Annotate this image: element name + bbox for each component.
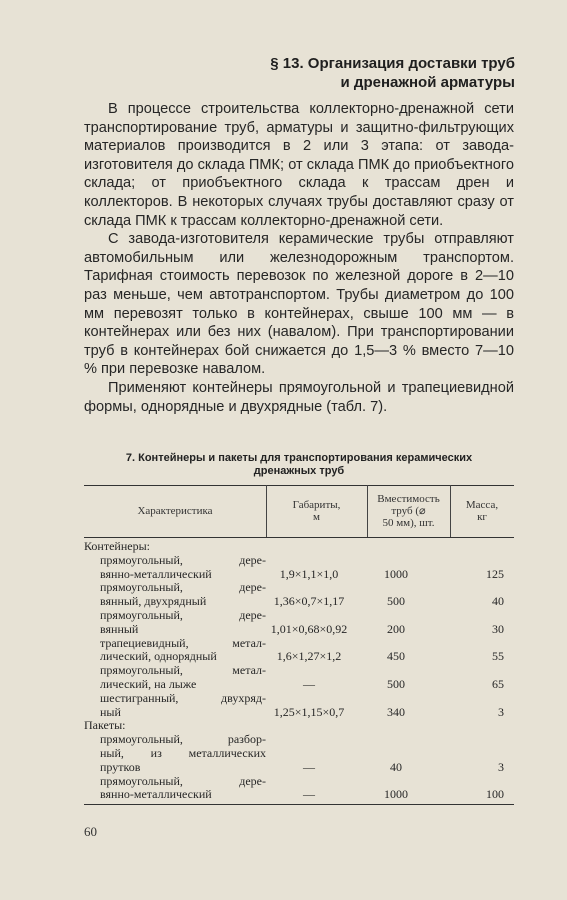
cell-characteristic: прямоугольный, метал- лический, на лыже — [100, 663, 266, 691]
section-heading-line-2: и дренажной арматуры — [340, 74, 515, 91]
cell-capacity: 500 — [387, 676, 405, 691]
table-row — [84, 664, 514, 692]
table-row — [84, 637, 514, 665]
cell-characteristic: прямоугольный, дере- вянно-металлический — [100, 552, 266, 581]
table-body — [84, 540, 514, 802]
header-dimensions: Габариты, м — [292, 499, 341, 523]
cell-characteristic: шестигранный, двухряд- ный — [100, 690, 266, 719]
cell-dimensions: 1,6×1,27×1,2 — [276, 649, 342, 664]
paragraph-2: С завода-изготовителя керамические трубы отправляют автомобильным или железнодорожным транспортом. Тарифная стоимость перевозок по железной дороге в 2—10 раз меньше, чем автотранспортом. Трубы диаметром до 100 мм перевозят только в контейнерах, свыше 100 мм — в контейнерах или без них (навалом). При транспортировании труб в контейнерах бой снижается до 1,5—3 % вместо 7—10 % при перевозке навалом. — [84, 231, 514, 378]
table-group-title: Контейнеры: — [84, 539, 150, 553]
cell-characteristic: трапециевидный, метал- лический, однорядный — [100, 635, 266, 664]
table-caption-line-1: 7. Контейнеры и пакеты для транспортирования керамических — [125, 452, 473, 464]
paragraph-1: В процессе строительства коллекторно-дренажной сети транспортирование труб, арматуры и защитно-фильтрующих материалов производится в 2 или 3 этапа: от завода-изготовителя до склада ПМК; от склада ПМК до приобъектного склада; от приобъектного склада к трассам дрен и коллекторов. В некоторых случаях трубы доставляют сразу от склада ПМК к трассам коллекторно-дренажной сети. — [84, 101, 514, 229]
cell-capacity: 40 — [390, 759, 402, 774]
cell-capacity: 200 — [387, 621, 405, 636]
cell-characteristic: прямоугольный, дере- вянный, двухрядный — [100, 580, 266, 609]
table-row — [84, 692, 514, 720]
cell-mass: 100 — [486, 787, 504, 802]
cell-mass: 65 — [492, 676, 504, 691]
header-characteristic: Характеристика — [137, 505, 213, 517]
cell-capacity: 1000 — [384, 566, 408, 581]
table-row — [84, 554, 514, 582]
cell-mass: 30 — [492, 621, 504, 636]
table-group-title: Пакеты: — [84, 718, 126, 733]
cell-mass: 125 — [486, 566, 504, 581]
header-capacity: Вместимость труб (⌀ 50 мм), шт. — [377, 493, 440, 529]
table-caption-line-2: дренажных труб — [253, 465, 345, 477]
cell-capacity: 340 — [387, 704, 405, 719]
cell-dimensions: 1,01×0,68×0,92 — [270, 621, 348, 636]
cell-mass: 3 — [498, 704, 504, 719]
cell-dimensions: 1,9×1,1×1,0 — [279, 566, 339, 581]
cell-capacity: 1000 — [384, 787, 408, 802]
section-heading-line-1: § 13. Организация доставки труб — [270, 55, 515, 72]
cell-characteristic: прямоугольный, дере- вянно-металлический — [100, 773, 266, 802]
page-number: 60 — [84, 824, 97, 839]
table-row — [84, 775, 514, 803]
cell-dimensions: — — [303, 787, 315, 802]
cell-dimensions: 1,25×1,15×0,7 — [273, 704, 345, 719]
cell-dimensions: — — [303, 676, 315, 691]
cell-characteristic: прямоугольный, разбор- ный, из металлических прутков — [100, 732, 266, 774]
cell-dimensions: 1,36×0,7×1,17 — [273, 594, 345, 609]
cell-capacity: 500 — [387, 594, 405, 609]
table-caption — [84, 452, 514, 478]
table-row — [84, 581, 514, 609]
table-row — [84, 609, 514, 637]
paragraph-3: Применяют контейнеры прямоугольной и трапециевидной формы, однорядные и двухрядные (табл. 7). — [84, 379, 514, 415]
table-header-rule — [84, 537, 514, 538]
section-heading — [270, 54, 515, 92]
cell-mass: 40 — [492, 594, 504, 609]
body-text — [84, 100, 514, 416]
cell-dimensions: — — [303, 759, 315, 774]
cell-mass: 3 — [498, 759, 504, 774]
cell-characteristic: прямоугольный, дере- вянный — [100, 607, 266, 636]
header-mass: Масса, кг — [465, 499, 499, 523]
cell-capacity: 450 — [387, 649, 405, 664]
table-row — [84, 733, 514, 774]
cell-mass: 55 — [492, 649, 504, 664]
table-bottom-rule — [84, 804, 514, 805]
